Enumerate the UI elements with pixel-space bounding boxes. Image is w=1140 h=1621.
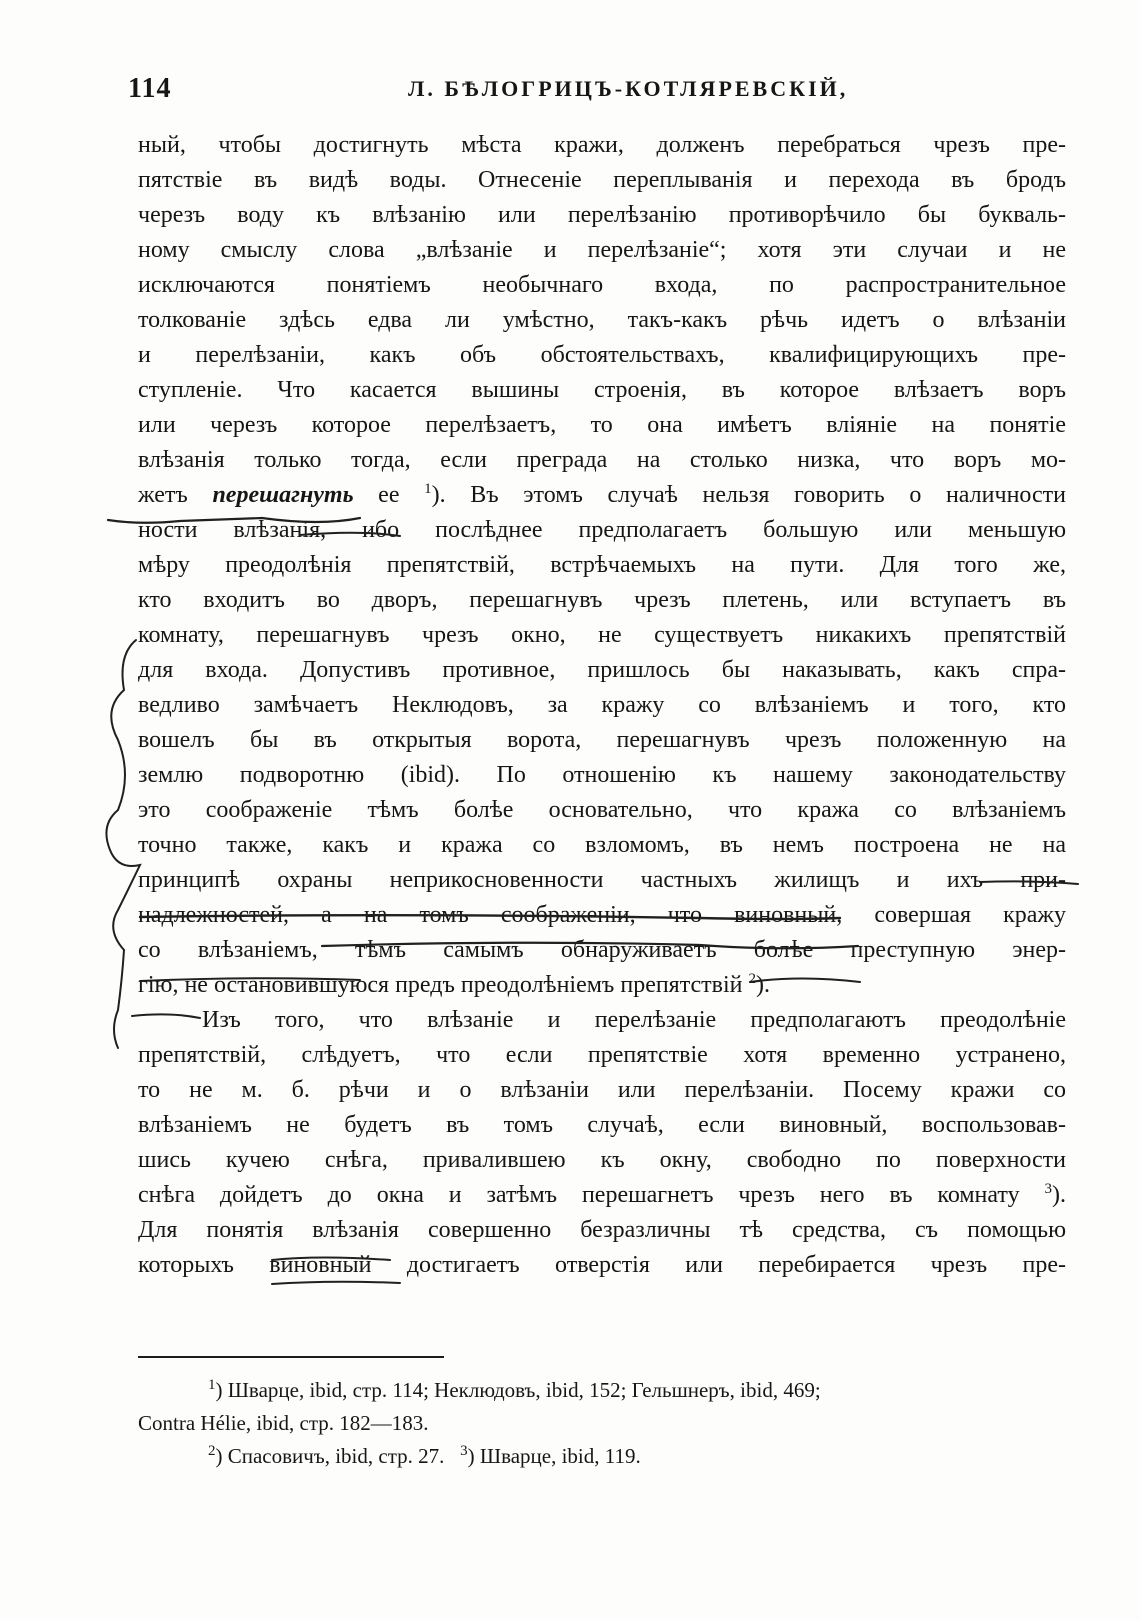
text-line (138, 968, 1066, 1003)
text-line (138, 618, 1066, 653)
text-line (138, 1248, 1066, 1283)
text-run: ее (353, 482, 425, 508)
footnote-ref: 2 (748, 971, 756, 987)
text-line (138, 128, 1066, 163)
running-head: Л. БѢЛОГРИЦЪ-КОТЛЯРЕВСКІЙ, (408, 76, 849, 101)
text-line (138, 408, 1066, 443)
text-run: или черезъ которое перелѣзаетъ, то она имѣетъ вліяніе на понятіе (138, 412, 1066, 438)
text-run: принципѣ охраны неприкосновенности частныхъ жилищъ и ихъ при- (138, 867, 1066, 893)
text-run: для входа. Допустивъ противное, пришлось бы наказывать, какъ спра- (138, 657, 1066, 683)
text-run: кто входитъ во дворъ, перешагнувъ чрезъ плетень, или вступаетъ въ (138, 587, 1066, 613)
text-line (138, 198, 1066, 233)
text-run: точно также, какъ и кража со взломомъ, въ немъ построена не на (138, 832, 1066, 858)
text-line (138, 1143, 1066, 1178)
text-run: ступленіе. Что касается вышины строенія, въ которое влѣзаетъ воръ (138, 377, 1066, 403)
text-run: влѣзанія только тогда, если преграда на столько низка, что воръ мо- (138, 447, 1066, 473)
text-run: ному смыслу слова „влѣзаніе и перелѣзаніе“; хотя эти случаи и не (138, 237, 1066, 263)
footnote-ref: 2 (208, 1443, 216, 1459)
text-line (138, 758, 1066, 793)
text-line (138, 303, 1066, 338)
text-run: препятствій, слѣдуетъ, что если препятствіе хотя временно устранено, (138, 1042, 1066, 1068)
footnotes (138, 1374, 1066, 1473)
text-run: со влѣзаніемъ, тѣмъ самымъ обнаруживаетъ болѣе преступную энер- (138, 937, 1066, 963)
text-run: и перелѣзаніи, какъ объ обстоятельствахъ, квалифицирующихъ пре- (138, 342, 1066, 368)
footnote-line (138, 1374, 1066, 1407)
text-run: шись кучею снѣга, привалившею къ окну, свободно по поверхности (138, 1147, 1066, 1173)
text-run: Contra Hélie, ibid, стр. 182—183. (138, 1411, 429, 1435)
text-run: которыхъ виновный достигаетъ отверстія или перебирается чрезъ пре- (138, 1252, 1066, 1278)
text-line (138, 863, 1066, 898)
footnote-ref: 1 (424, 481, 432, 497)
text-run: ности влѣзанія, ибо послѣднее предполагаетъ большую или меньшую (138, 517, 1066, 543)
text-run: ). Въ этомъ случаѣ нельзя говорить о наличности (431, 482, 1066, 508)
emphasized-term: перешагнуть (212, 482, 354, 508)
text-line (138, 1003, 1066, 1038)
text-line (138, 513, 1066, 548)
text-run: исключаются понятіемъ необычнаго входа, по распространительное (138, 272, 1066, 298)
text-run: снѣга дойдетъ до окна и затѣмъ перешагнетъ чрезъ него въ комнату (138, 1182, 1045, 1208)
text-line (138, 688, 1066, 723)
text-run: мѣру преодолѣнія препятствій, встрѣчаемыхъ на пути. Для того же, (138, 552, 1066, 578)
page-number: 114 (128, 73, 172, 104)
body-text (138, 128, 1066, 1283)
text-line (138, 163, 1066, 198)
text-line (138, 443, 1066, 478)
handwritten-mark-margin-bracket (106, 640, 140, 1048)
text-line (138, 898, 1066, 933)
text-run: это соображеніе тѣмъ болѣе основательно, что кража со влѣзаніемъ (138, 797, 1066, 823)
text-run: ) Шварце, ibid, стр. 114; Неклюдовъ, ibid, 152; Гельшнеръ, ibid, 469; (215, 1378, 821, 1402)
text-run: надлежностей, а на томъ соображеніи, что виновный, совершая кражу (138, 902, 1066, 928)
text-line (138, 1178, 1066, 1213)
text-run: гію, не остановившуюся предъ преодолѣніемъ препятствій (138, 972, 749, 998)
text-line (138, 548, 1066, 583)
text-run: ведливо замѣчаетъ Неклюдовъ, за кражу со влѣзаніемъ и того, кто (138, 692, 1066, 718)
footnote-divider (138, 1356, 444, 1358)
text-line (138, 1108, 1066, 1143)
text-run: ный, чтобы достигнуть мѣста кражи, долженъ перебраться чрезъ пре- (138, 132, 1066, 158)
text-line (138, 653, 1066, 688)
text-line (138, 1038, 1066, 1073)
text-line (138, 583, 1066, 618)
text-run: то не м. б. рѣчи и о влѣзаніи или перелѣзаніи. Посему кражи со (138, 1077, 1066, 1103)
footnote-ref: 1 (208, 1377, 216, 1393)
text-run: комнату, перешагнувъ чрезъ окно, не существуетъ никакихъ препятствій (138, 622, 1066, 648)
text-run: черезъ воду къ влѣзанію или перелѣзанію противорѣчило бы букваль- (138, 202, 1066, 228)
text-run: пятствіе въ видѣ воды. Отнесеніе переплыванія и перехода въ бродъ (138, 167, 1066, 193)
text-run: ) Спасовичъ, ibid, стр. 27. (215, 1444, 461, 1468)
text-run: Изъ того, что влѣзаніе и перелѣзаніе предполагаютъ преодолѣніе (202, 1007, 1066, 1033)
text-run: Для понятія влѣзанія совершенно безразличны тѣ средства, съ помощью (138, 1217, 1066, 1243)
text-line (138, 373, 1066, 408)
footnote-ref: 3 (1044, 1181, 1052, 1197)
text-line (138, 338, 1066, 373)
text-line (138, 478, 1066, 513)
text-run: ). (1052, 1182, 1066, 1208)
text-run: ). (756, 972, 770, 998)
text-line (138, 268, 1066, 303)
text-run: землю подворотню (ibid). По отношенію къ нашему законодательству (138, 762, 1066, 788)
text-line (138, 723, 1066, 758)
text-line (138, 1073, 1066, 1108)
text-line (138, 1213, 1066, 1248)
text-line (138, 828, 1066, 863)
text-line (138, 933, 1066, 968)
text-run: ) Шварце, ibid, 119. (467, 1444, 641, 1468)
text-line (138, 793, 1066, 828)
text-run: влѣзаніемъ не будетъ въ томъ случаѣ, если виновный, воспользовав- (138, 1112, 1066, 1138)
footnote-ref: 3 (460, 1443, 468, 1459)
text-run: вошелъ бы въ открытыя ворота, перешагнувъ чрезъ положенную на (138, 727, 1066, 753)
footnote-line (138, 1440, 1066, 1473)
text-run: жетъ (138, 482, 213, 508)
text-run: толкованіе здѣсь едва ли умѣстно, такъ-какъ рѣчь идетъ о влѣзаніи (138, 307, 1066, 333)
text-line (138, 233, 1066, 268)
footnote-line (138, 1407, 1066, 1440)
